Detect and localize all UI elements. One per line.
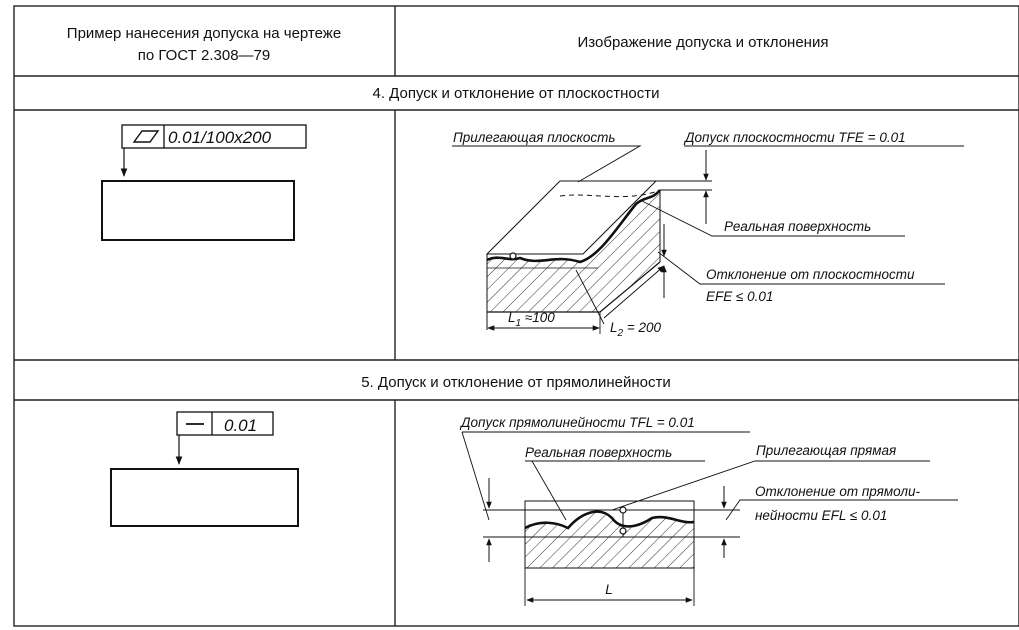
- section5-deviation-label-1: Отклонение от прямоли-: [755, 484, 920, 499]
- flatness-parallelogram-icon: [134, 131, 158, 142]
- section4-l1-label: $L_1 \approx 100$: [508, 310, 555, 329]
- section5-deviation-label-2: нейности EFL ≤ 0.01: [755, 508, 888, 523]
- section4-adjacent-plane-label: Прилегающая плоскость: [453, 130, 616, 145]
- section4-frame-value: 0.01/100x200: [168, 128, 272, 147]
- section4-deviation-label-1: Отклонение от плоскостности: [706, 267, 915, 282]
- header-right: Изображение допуска и отклонения: [577, 34, 829, 51]
- section4-real-surface-label: Реальная поверхность: [724, 219, 872, 234]
- section4-title: 4. Допуск и отклонение от плоскостности: [372, 85, 660, 102]
- section4-flatness-drawing: [452, 146, 964, 334]
- section4-tolerance-frame: [122, 125, 306, 148]
- section5-tolerance-label: Допуск прямолинейности TFL = 0.01: [461, 415, 695, 430]
- section5-part: [111, 469, 298, 526]
- section5-title: 5. Допуск и отклонение от прямолинейности: [361, 374, 671, 391]
- section4-part: [102, 181, 294, 240]
- section4-tolerance-label: Допуск плоскостности TFE = 0.01: [685, 130, 906, 145]
- section5-tolerance-frame: [177, 412, 273, 435]
- section5-frame-value: 0.01: [224, 416, 258, 435]
- section5-real-surface-label: Реальная поверхность: [525, 445, 673, 460]
- section5-length-label: L: [605, 582, 613, 597]
- header-left-line1: Пример нанесения допуска на чертеже: [66, 25, 342, 42]
- header-left-line2: по ГОСТ 2.308—79: [137, 47, 271, 64]
- section4-deviation-label-2: EFE ≤ 0.01: [706, 289, 774, 304]
- section5-adjacent-line-label: Прилегающая прямая: [756, 443, 897, 458]
- section4-l2-label: $L_2 = 200$: [610, 320, 661, 339]
